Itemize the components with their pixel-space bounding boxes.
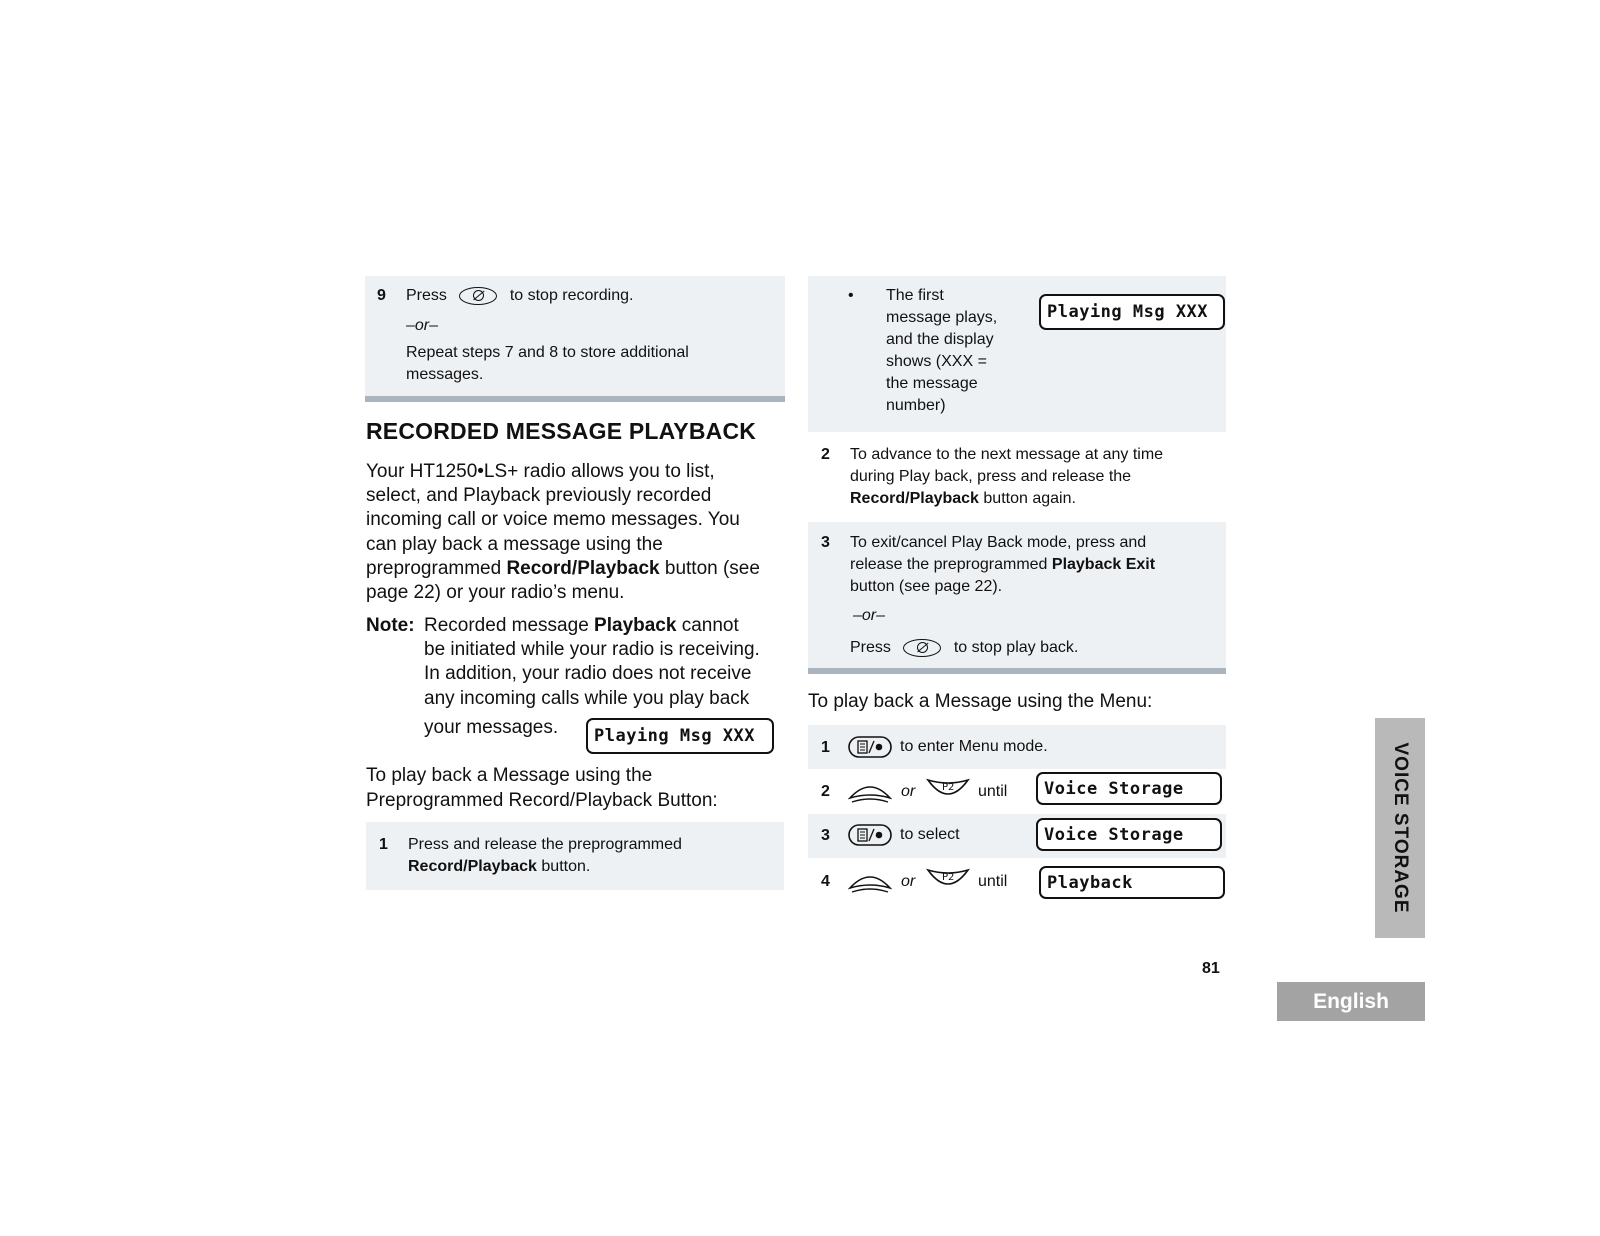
subheading-line: Preprogrammed Record/Playback Button: (366, 790, 718, 811)
subheading-line: To play back a Message using the (366, 765, 653, 786)
up-arrow-button-icon (848, 868, 892, 894)
p2-button-icon (926, 866, 970, 892)
or-label: or (901, 873, 916, 890)
step1-line-2: Record/Playback button. (408, 858, 591, 875)
svg-text:P2: P2 (942, 872, 955, 883)
step3-line: button (see page 22). (850, 578, 1003, 595)
lcd-display: Playback (1039, 866, 1225, 899)
or-label: or (901, 783, 916, 800)
p2-button-icon (926, 776, 970, 802)
stop-playback-text: to stop play back. (953, 639, 1079, 656)
or-separator: –or– (406, 317, 439, 334)
up-arrow-button-icon (848, 778, 892, 804)
menu-ok-button-icon (848, 824, 892, 846)
bullet-line: The first (886, 287, 944, 304)
note-line: In addition, your radio does not receive (424, 663, 752, 685)
section-side-tab: VOICE STORAGE (1375, 718, 1425, 938)
step-number: 2 (821, 446, 830, 463)
repeat-line-1: Repeat steps 7 and 8 to store additional (406, 344, 689, 361)
note-line: any incoming calls while you play back (424, 687, 750, 709)
until-label: until (978, 783, 1008, 800)
step-number: 1 (379, 836, 388, 853)
stop-recording-text: to stop recording. (509, 287, 634, 304)
step-number: 3 (821, 827, 830, 844)
bullet-text (886, 285, 997, 417)
paragraph-line: incoming call or voice memo messages. You (366, 509, 740, 531)
bullet-line: shows (XXX = (886, 353, 987, 370)
note-line: be initiated while your radio is receiving. (424, 639, 760, 661)
step-number: 1 (821, 739, 830, 756)
svg-text:P2: P2 (942, 782, 955, 793)
lcd-display: Playing Msg XXX (1039, 294, 1225, 330)
until-label: until (978, 873, 1008, 890)
step3-press (850, 637, 1078, 659)
paragraph-line: Your HT1250•LS+ radio allows you to list, (366, 461, 715, 482)
step3-text (850, 532, 1155, 598)
paragraph-line: can play back a message using the (366, 533, 663, 555)
step2-line: Record/Playback button again. (850, 490, 1076, 507)
step2-line: To advance to the next message at any time (850, 446, 1164, 463)
press-label: Press (406, 287, 447, 304)
bullet-line: the message (886, 375, 978, 392)
bullet-line: message plays, (886, 309, 998, 326)
page-number: 81 (1202, 960, 1220, 977)
menu-step-text: to enter Menu mode. (900, 738, 1048, 755)
section-heading: RECORDED MESSAGE PLAYBACK (366, 418, 757, 444)
step2-line: during Play back, press and release the (850, 468, 1132, 485)
divider-bar (365, 396, 785, 402)
bullet: • (848, 287, 854, 304)
paragraph-line: select, and Playback previously recorded (366, 485, 712, 507)
step3-line: release the preprogrammed Playback Exit (850, 556, 1156, 573)
step-number: 2 (821, 783, 830, 800)
cancel-button-icon (903, 639, 941, 657)
step1-line-1: Press and release the preprogrammed (408, 836, 682, 853)
step-number: 9 (377, 287, 386, 304)
note-line: Recorded message Playback cannot (424, 615, 739, 636)
lcd-display: Voice Storage (1036, 818, 1222, 851)
note-line: your messages. (424, 717, 559, 738)
menu-step-text: to select (900, 826, 960, 843)
lcd-display: Playing Msg XXX (586, 718, 774, 754)
divider-bar (808, 668, 1226, 674)
cancel-button-icon (459, 287, 497, 305)
paragraph-line: preprogrammed Record/Playback button (see (366, 557, 760, 579)
menu-heading: To play back a Message using the Menu: (808, 691, 1153, 712)
lcd-display: Voice Storage (1036, 772, 1222, 805)
step9-text (406, 285, 633, 307)
step-number: 3 (821, 534, 830, 551)
bullet-line: number) (886, 397, 946, 414)
menu-ok-button-icon (848, 736, 892, 758)
repeat-line-2: messages. (406, 366, 484, 383)
paragraph-line: page 22) or your radio’s menu. (366, 582, 625, 604)
step-number: 4 (821, 873, 830, 890)
step3-line: To exit/cancel Play Back mode, press and (850, 534, 1147, 551)
note-text (424, 614, 760, 711)
intro-paragraph (366, 460, 760, 605)
step2-text (850, 444, 1163, 510)
or-separator: –or– (853, 607, 886, 624)
press-label: Press (850, 639, 891, 656)
bullet-line: and the display (886, 331, 994, 348)
language-tab: English (1277, 982, 1425, 1021)
note-label: Note: (366, 615, 415, 636)
